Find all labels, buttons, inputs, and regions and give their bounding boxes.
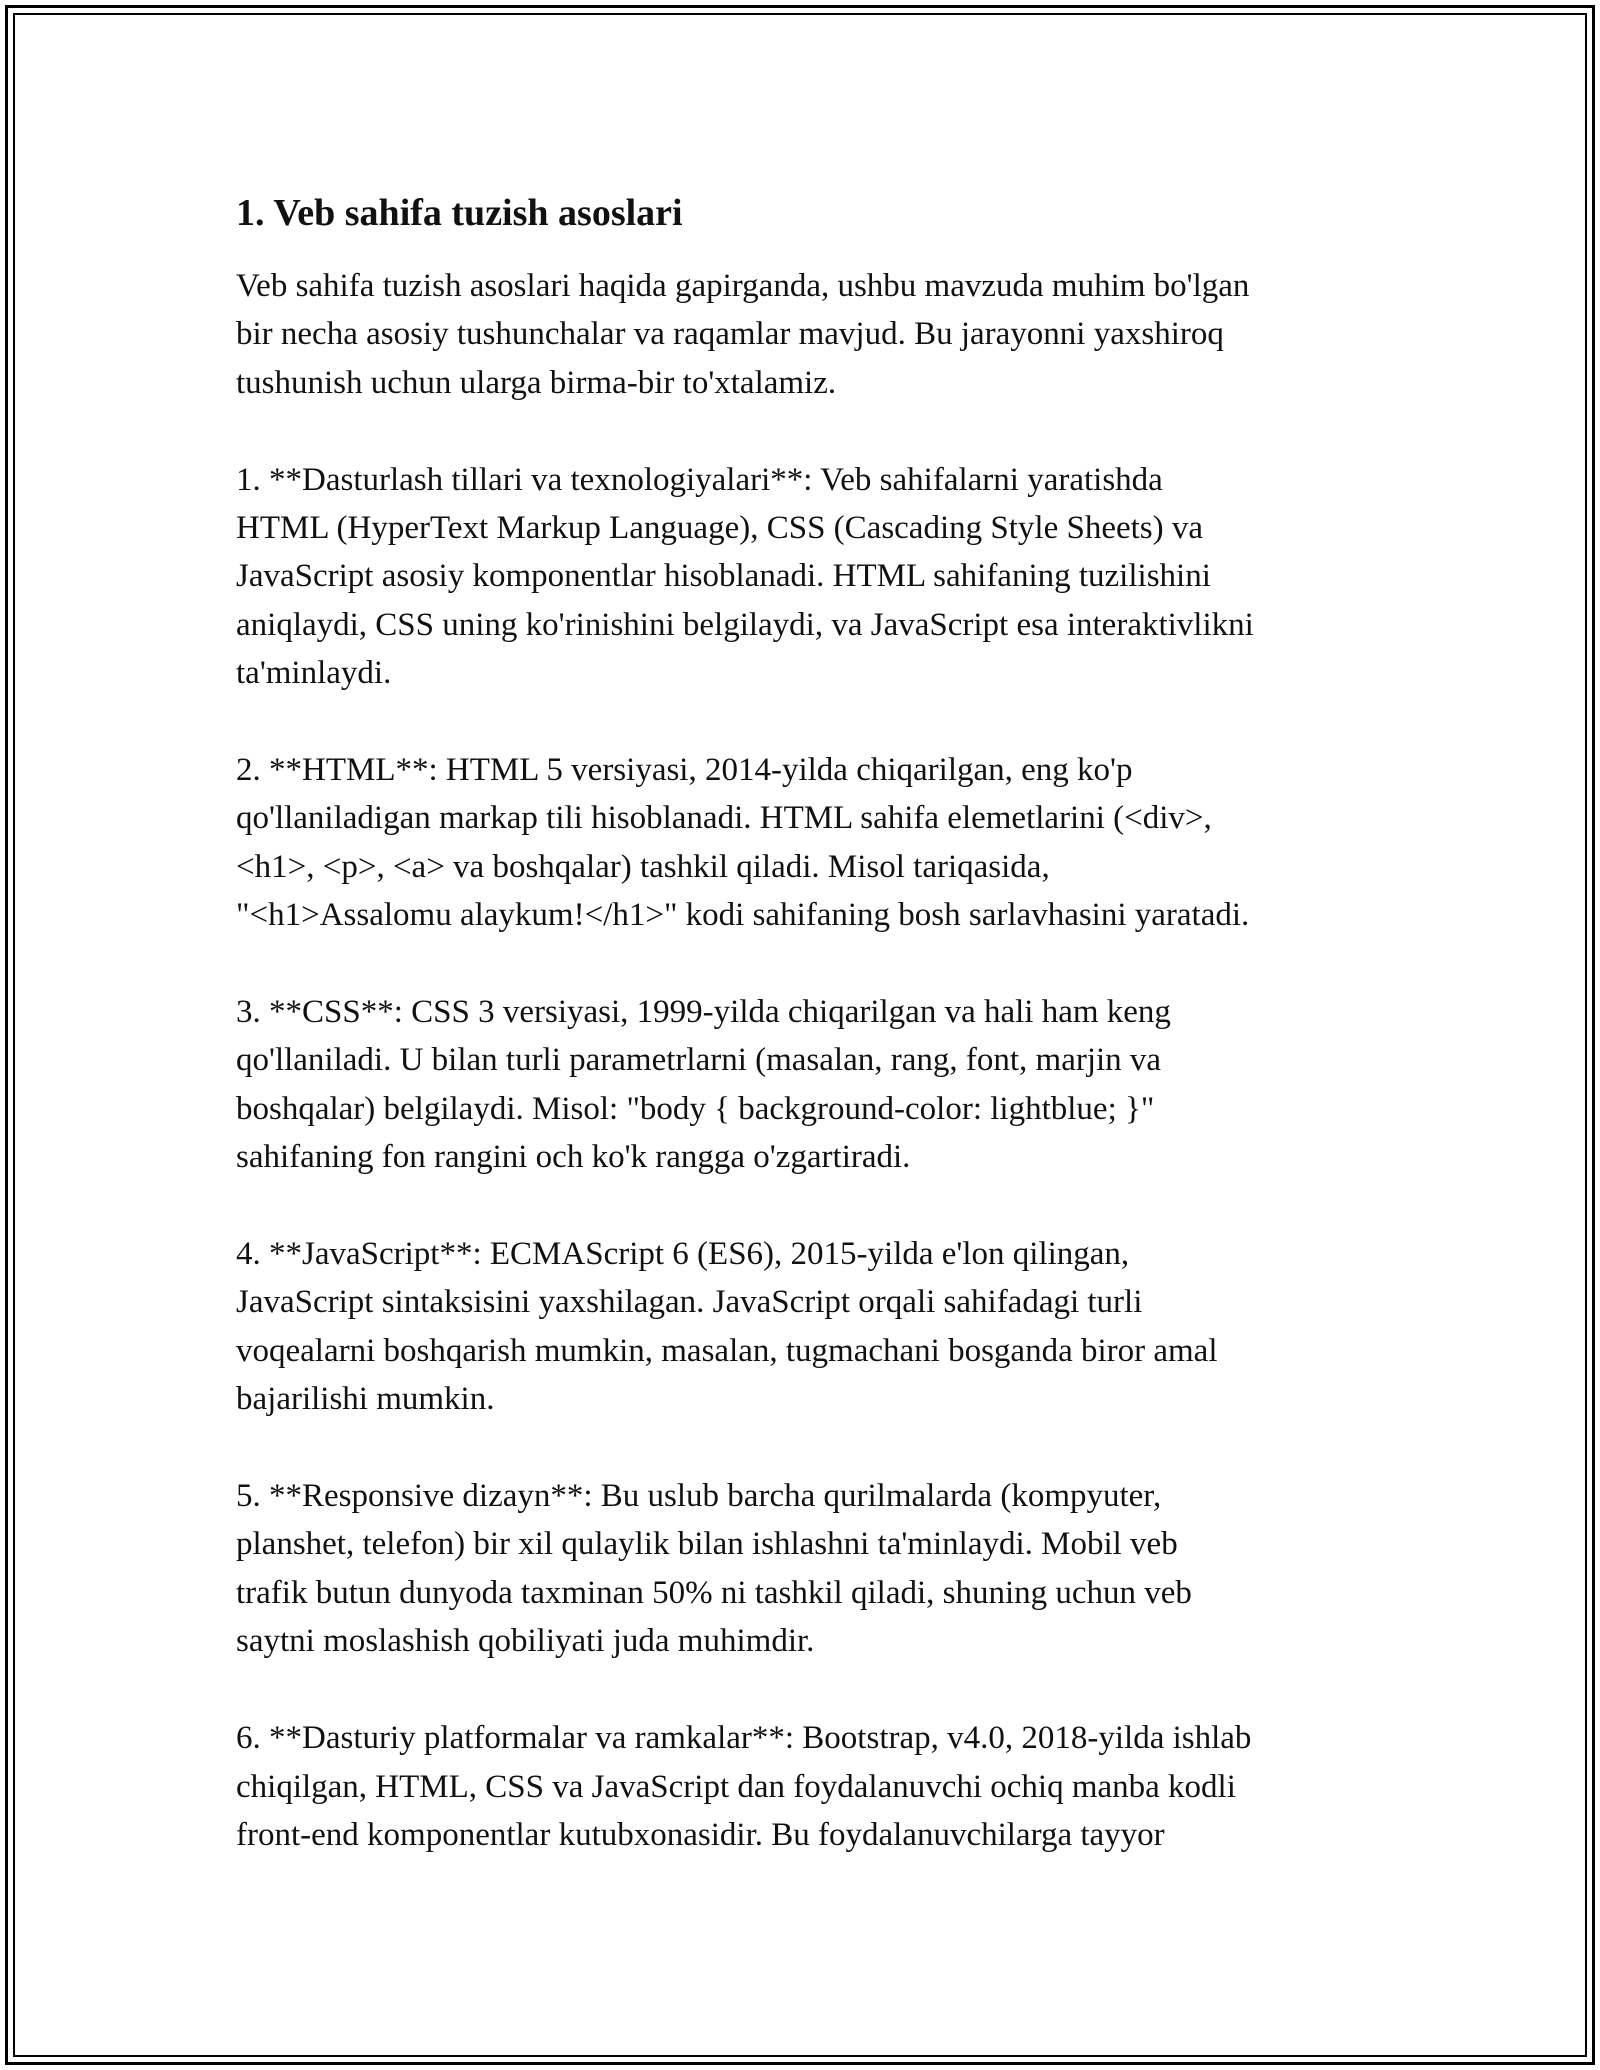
paragraph-responsive: 5. **Responsive dizayn**: Bu uslub barcha qurilmalarda (kompyuter, planshet, telefon) bir xil qulaylik bilan ishlashni ta'minlaydi. Mobil veb trafik butun dunyoda taxminan 50% ni tashkil qiladi, shuning uchun veb saytni moslashish qobiliyati juda muhimdir.: [236, 1478, 1192, 1660]
paragraph-html: 2. **HTML**: HTML 5 versiyasi, 2014-yilda chiqarilgan, eng ko'p qo'llaniladigan markap tili hisoblanadi. HTML sahifa elemetlarini (<div>, <h1>, <p>, <a> va boshqalar) tashkil qiladi. Misol tariqasida, "<h1>Assalomu alaykum!</h1>" kodi sahifaning bosh sarlavhasini yaratadi.: [236, 752, 1250, 934]
paragraph-languages: 1. **Dasturlash tillari va texnologiyalari**: Veb sahifalarni yaratishda HTML (HyperText Markup Language), CSS (Cascading Style Sheets) va JavaScript asosiy komponentlar hisoblanadi. HTML sahifaning tuzilishini aniqlaydi, CSS uning ko'rinishini belgilaydi, va JavaScript esa interaktivlikni ta'minlaydi.: [236, 461, 1254, 692]
document-body: [236, 188, 1376, 1908]
paragraph-frameworks: 6. **Dasturiy platformalar va ramkalar**: Bootstrap, v4.0, 2018-yilda ishlab chiqilgan, HTML, CSS va JavaScript dan foydalanuvchi ochiq manba kodli front-end komponentlar kutubxonasidir. Bu foydalanuvchilarga tayyor: [236, 1720, 1252, 1853]
paragraph-javascript: 4. **JavaScript**: ECMAScript 6 (ES6), 2015-yilda e'lon qilingan, JavaScript sintaksisini yaxshilagan. JavaScript orqali sahifadagi turli voqealarni boshqarish mumkin, masalan, tugmachani bosganda biror amal bajarilishi mumkin.: [236, 1236, 1218, 1418]
page-title: 1. Veb sahifa tuzish asoslari: [236, 192, 683, 234]
paragraph-css: 3. **CSS**: CSS 3 versiyasi, 1999-yilda chiqarilgan va hali ham keng qo'llaniladi. U bilan turli parametrlarni (masalan, rang, font, marjin va boshqalar) belgilaydi. Misol: "body { background-color: lightblue; }" sahifaning fon rangini och ko'k rangga o'zgartiradi.: [236, 994, 1171, 1176]
intro-paragraph: Veb sahifa tuzish asoslari haqida gapirganda, ushbu mavzuda muhim bo'lgan bir necha asosiy tushunchalar va raqamlar mavjud. Bu jarayonni yaxshiroq tushunish uchun ularga birma-bir to'xtalamiz.: [236, 268, 1250, 401]
